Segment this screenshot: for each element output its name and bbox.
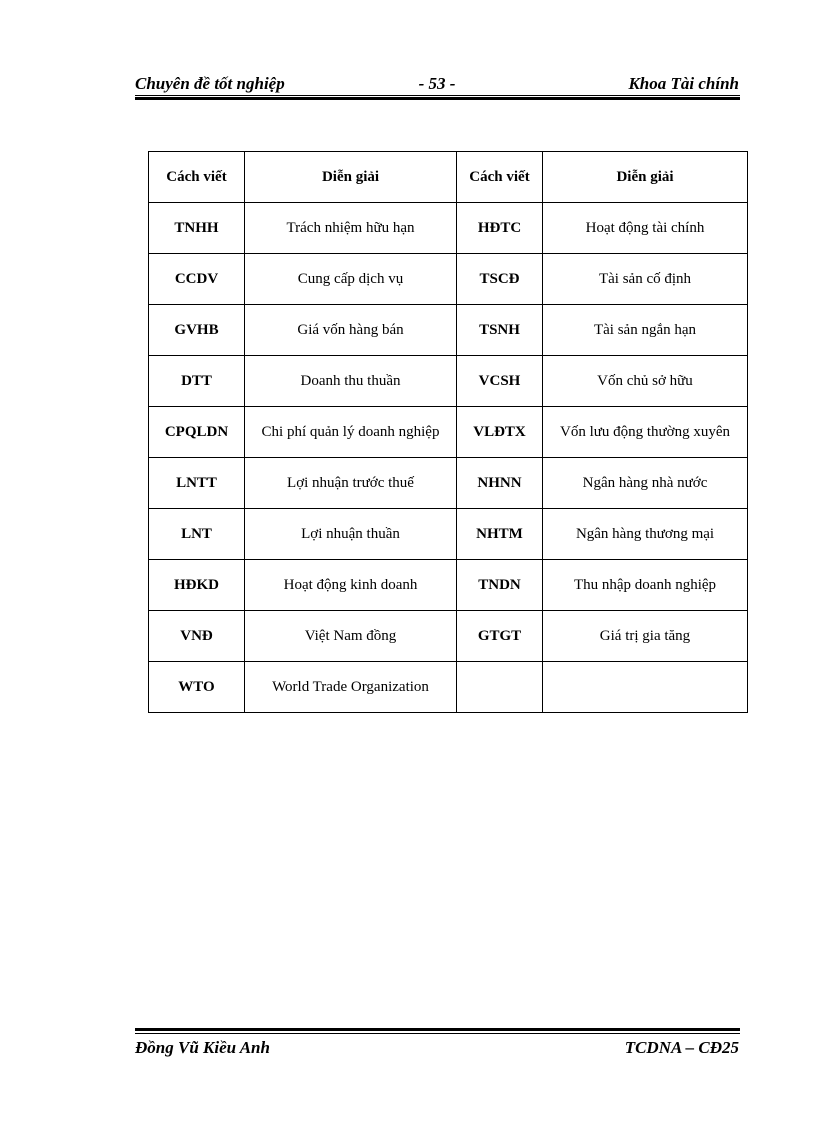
abbreviation-cell: TNHH xyxy=(149,203,245,254)
table-row xyxy=(149,356,748,407)
meaning-cell: Hoạt động kinh doanh xyxy=(245,560,457,611)
abbreviation-cell: VCSH xyxy=(457,356,543,407)
meaning-cell: Việt Nam đồng xyxy=(245,611,457,662)
table-row xyxy=(149,509,748,560)
abbreviation-cell: NHTM xyxy=(457,509,543,560)
abbreviation-cell: HĐTC xyxy=(457,203,543,254)
footer-class-code: TCDNA – CĐ25 xyxy=(624,1038,739,1057)
meaning-cell: Giá trị gia tăng xyxy=(543,611,748,662)
meaning-cell: Tài sản cố định xyxy=(543,254,748,305)
table-row xyxy=(149,203,748,254)
table-row xyxy=(149,560,748,611)
column-header: Cách viết xyxy=(457,152,543,203)
page-header xyxy=(135,72,739,94)
footer-rule-thick xyxy=(135,1028,740,1031)
table-row xyxy=(149,458,748,509)
meaning-cell: Lợi nhuận thuần xyxy=(245,509,457,560)
footer-rule-thin xyxy=(135,1033,740,1034)
meaning-cell: Giá vốn hàng bán xyxy=(245,305,457,356)
header-rule-thick xyxy=(135,97,740,100)
meaning-cell: Thu nhập doanh nghiệp xyxy=(543,560,748,611)
header-document-type: Chuyên đề tốt nghiệp xyxy=(135,74,285,93)
column-header: Cách viết xyxy=(149,152,245,203)
abbreviation-cell: LNTT xyxy=(149,458,245,509)
meaning-cell: Chi phí quản lý doanh nghiệp xyxy=(245,407,457,458)
abbreviation-cell: LNT xyxy=(149,509,245,560)
footer-author: Đồng Vũ Kiều Anh xyxy=(135,1038,270,1057)
abbreviation-cell: CPQLDN xyxy=(149,407,245,458)
meaning-cell: World Trade Organization xyxy=(245,662,457,713)
table-row xyxy=(149,305,748,356)
abbreviation-cell: TSCĐ xyxy=(457,254,543,305)
meaning-cell: Vốn lưu động thường xuyên xyxy=(543,407,748,458)
abbreviation-cell: HĐKD xyxy=(149,560,245,611)
abbreviation-cell xyxy=(457,662,543,713)
abbreviation-table xyxy=(148,151,748,713)
meaning-cell: Lợi nhuận trước thuế xyxy=(245,458,457,509)
abbreviation-cell: NHNN xyxy=(457,458,543,509)
column-header: Diễn giải xyxy=(245,152,457,203)
header-page-number: - 53 - xyxy=(418,74,456,93)
meaning-cell: Trách nhiệm hữu hạn xyxy=(245,203,457,254)
table-row xyxy=(149,254,748,305)
abbreviation-cell: VNĐ xyxy=(149,611,245,662)
abbreviation-cell: GVHB xyxy=(149,305,245,356)
table-header-row xyxy=(149,152,748,203)
meaning-cell: Ngân hàng nhà nước xyxy=(543,458,748,509)
abbreviation-cell: TSNH xyxy=(457,305,543,356)
page-footer xyxy=(135,1036,739,1060)
header-rule-thin xyxy=(135,95,740,96)
abbreviation-cell: CCDV xyxy=(149,254,245,305)
meaning-cell: Vốn chủ sở hữu xyxy=(543,356,748,407)
meaning-cell xyxy=(543,662,748,713)
meaning-cell: Ngân hàng thương mại xyxy=(543,509,748,560)
column-header: Diễn giải xyxy=(543,152,748,203)
meaning-cell: Doanh thu thuần xyxy=(245,356,457,407)
table-row xyxy=(149,407,748,458)
abbreviation-cell: WTO xyxy=(149,662,245,713)
meaning-cell: Hoạt động tài chính xyxy=(543,203,748,254)
meaning-cell: Tài sản ngắn hạn xyxy=(543,305,748,356)
abbreviation-cell: GTGT xyxy=(457,611,543,662)
abbreviation-cell: TNDN xyxy=(457,560,543,611)
meaning-cell: Cung cấp dịch vụ xyxy=(245,254,457,305)
header-faculty: Khoa Tài chính xyxy=(628,74,739,93)
abbreviation-cell: DTT xyxy=(149,356,245,407)
table-row xyxy=(149,662,748,713)
abbreviation-cell: VLĐTX xyxy=(457,407,543,458)
table-row xyxy=(149,611,748,662)
